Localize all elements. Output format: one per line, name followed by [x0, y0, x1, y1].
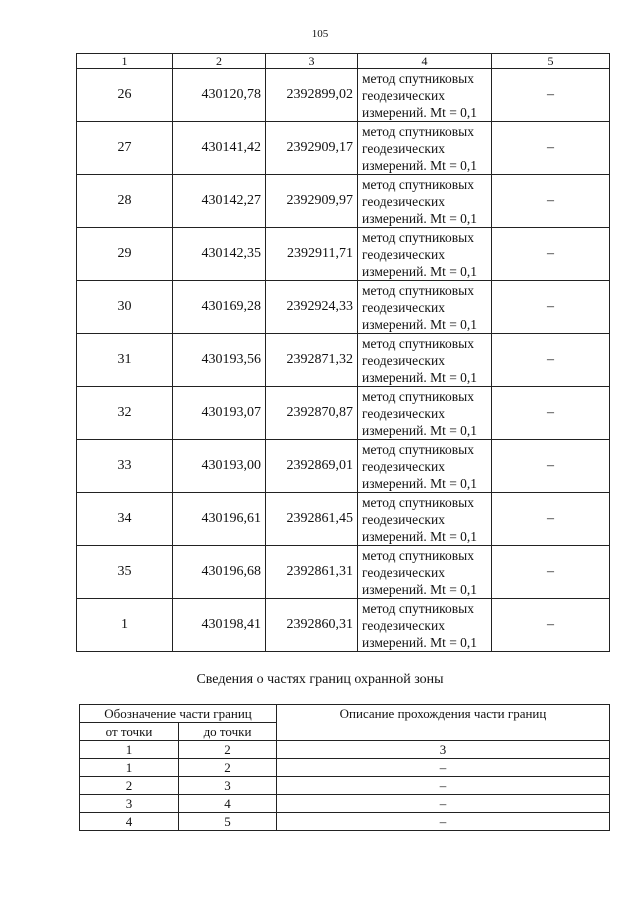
page-number: 105: [311, 28, 329, 40]
note-cell: –: [492, 493, 610, 546]
from-point: 1: [80, 759, 179, 777]
table-row: [77, 387, 610, 440]
coordinate-x: 430193,07: [173, 387, 266, 440]
coordinate-y: 2392861,31: [266, 546, 358, 599]
coordinate-y: 2392909,17: [266, 122, 358, 175]
coordinate-y: 2392924,33: [266, 281, 358, 334]
note-cell: –: [492, 599, 610, 652]
method-line: геодезических: [362, 193, 445, 209]
coordinate-x: 430193,56: [173, 334, 266, 387]
coordinate-y: 2392860,31: [266, 599, 358, 652]
determination-method: [358, 122, 492, 175]
column-number: 1: [80, 741, 179, 759]
section-title: Сведения о частях границ охранной зоны: [196, 672, 444, 687]
column-number: 2: [179, 741, 277, 759]
table-row: [77, 493, 610, 546]
coordinate-y: 2392899,02: [266, 69, 358, 122]
method-line: измерений. Mt = 0,1: [362, 581, 478, 597]
column-number: 2: [173, 54, 266, 69]
boundary-parts-table: [79, 704, 610, 831]
note-cell: –: [492, 281, 610, 334]
point-number: 34: [77, 493, 173, 546]
method-line: измерений. Mt = 0,1: [362, 369, 478, 385]
note-cell: –: [492, 546, 610, 599]
part-description: –: [277, 795, 610, 813]
method-line: измерений. Mt = 0,1: [362, 528, 478, 544]
note-cell: –: [492, 228, 610, 281]
column-number: 4: [358, 54, 492, 69]
method-line: метод спутниковых: [362, 547, 474, 563]
method-line: геодезических: [362, 511, 445, 527]
table-row: [77, 122, 610, 175]
table-row: [77, 228, 610, 281]
determination-method: [358, 281, 492, 334]
note-cell: –: [492, 440, 610, 493]
method-line: измерений. Mt = 0,1: [362, 475, 478, 491]
column-number: 5: [492, 54, 610, 69]
coordinate-x: 430169,28: [173, 281, 266, 334]
determination-method: [358, 440, 492, 493]
method-line: геодезических: [362, 617, 445, 633]
from-point: 3: [80, 795, 179, 813]
point-number: 1: [77, 599, 173, 652]
method-line: измерений. Mt = 0,1: [362, 263, 478, 279]
determination-method: [358, 599, 492, 652]
method-line: геодезических: [362, 246, 445, 262]
determination-method: [358, 546, 492, 599]
note-cell: –: [492, 387, 610, 440]
coordinate-x: 430142,27: [173, 175, 266, 228]
method-line: метод спутниковых: [362, 335, 474, 351]
to-point: 4: [179, 795, 277, 813]
method-line: метод спутниковых: [362, 494, 474, 510]
table-row: [77, 599, 610, 652]
table-row: [77, 334, 610, 387]
point-number: 30: [77, 281, 173, 334]
note-cell: –: [492, 334, 610, 387]
coordinate-x: 430193,00: [173, 440, 266, 493]
determination-method: [358, 69, 492, 122]
coordinate-y: 2392871,32: [266, 334, 358, 387]
parts-header-row: [80, 705, 610, 723]
method-line: геодезических: [362, 405, 445, 421]
coordinate-x: 430196,61: [173, 493, 266, 546]
determination-method: [358, 493, 492, 546]
parts-number-row: [80, 741, 610, 759]
point-number: 27: [77, 122, 173, 175]
method-line: метод спутниковых: [362, 229, 474, 245]
method-line: измерений. Mt = 0,1: [362, 634, 478, 650]
table-row: [77, 69, 610, 122]
method-line: метод спутниковых: [362, 70, 474, 86]
method-line: метод спутниковых: [362, 388, 474, 404]
point-number: 33: [77, 440, 173, 493]
coordinate-x: 430142,35: [173, 228, 266, 281]
coordinate-y: 2392861,45: [266, 493, 358, 546]
header-to-point: до точки: [179, 723, 277, 741]
coordinate-x: 430198,41: [173, 599, 266, 652]
method-line: измерений. Mt = 0,1: [362, 104, 478, 120]
part-description: –: [277, 777, 610, 795]
point-number: 32: [77, 387, 173, 440]
coordinates-table: [76, 53, 610, 652]
from-point: 2: [80, 777, 179, 795]
method-line: геодезических: [362, 458, 445, 474]
table-row: [80, 795, 610, 813]
header-part-designation: Обозначение части границ: [80, 705, 277, 723]
to-point: 3: [179, 777, 277, 795]
coordinate-x: 430196,68: [173, 546, 266, 599]
table-row: [77, 281, 610, 334]
method-line: измерений. Mt = 0,1: [362, 210, 478, 226]
method-line: измерений. Mt = 0,1: [362, 316, 478, 332]
method-line: геодезических: [362, 87, 445, 103]
point-number: 35: [77, 546, 173, 599]
point-number: 29: [77, 228, 173, 281]
note-cell: –: [492, 69, 610, 122]
point-number: 28: [77, 175, 173, 228]
point-number: 31: [77, 334, 173, 387]
coordinate-y: 2392909,97: [266, 175, 358, 228]
header-from-point: от точки: [80, 723, 179, 741]
note-cell: –: [492, 175, 610, 228]
method-line: метод спутниковых: [362, 176, 474, 192]
method-line: измерений. Mt = 0,1: [362, 422, 478, 438]
part-description: –: [277, 813, 610, 831]
coordinate-y: 2392870,87: [266, 387, 358, 440]
table-row: [80, 759, 610, 777]
method-line: геодезических: [362, 299, 445, 315]
method-line: геодезических: [362, 352, 445, 368]
method-line: измерений. Mt = 0,1: [362, 157, 478, 173]
coordinates-header-row: [77, 54, 610, 69]
method-line: метод спутниковых: [362, 441, 474, 457]
coordinate-x: 430120,78: [173, 69, 266, 122]
coordinate-y: 2392869,01: [266, 440, 358, 493]
note-cell: –: [492, 122, 610, 175]
determination-method: [358, 334, 492, 387]
table-row: [77, 546, 610, 599]
determination-method: [358, 387, 492, 440]
to-point: 5: [179, 813, 277, 831]
method-line: геодезических: [362, 564, 445, 580]
header-part-description: Описание прохождения части границ: [277, 705, 610, 741]
method-line: метод спутниковых: [362, 123, 474, 139]
from-point: 4: [80, 813, 179, 831]
column-number: 3: [277, 741, 610, 759]
method-line: метод спутниковых: [362, 600, 474, 616]
column-number: 1: [77, 54, 173, 69]
table-row: [77, 175, 610, 228]
point-number: 26: [77, 69, 173, 122]
part-description: –: [277, 759, 610, 777]
determination-method: [358, 228, 492, 281]
table-row: [80, 777, 610, 795]
method-line: геодезических: [362, 140, 445, 156]
method-line: метод спутниковых: [362, 282, 474, 298]
coordinate-y: 2392911,71: [266, 228, 358, 281]
column-number: 3: [266, 54, 358, 69]
determination-method: [358, 175, 492, 228]
table-row: [77, 440, 610, 493]
to-point: 2: [179, 759, 277, 777]
coordinate-x: 430141,42: [173, 122, 266, 175]
table-row: [80, 813, 610, 831]
